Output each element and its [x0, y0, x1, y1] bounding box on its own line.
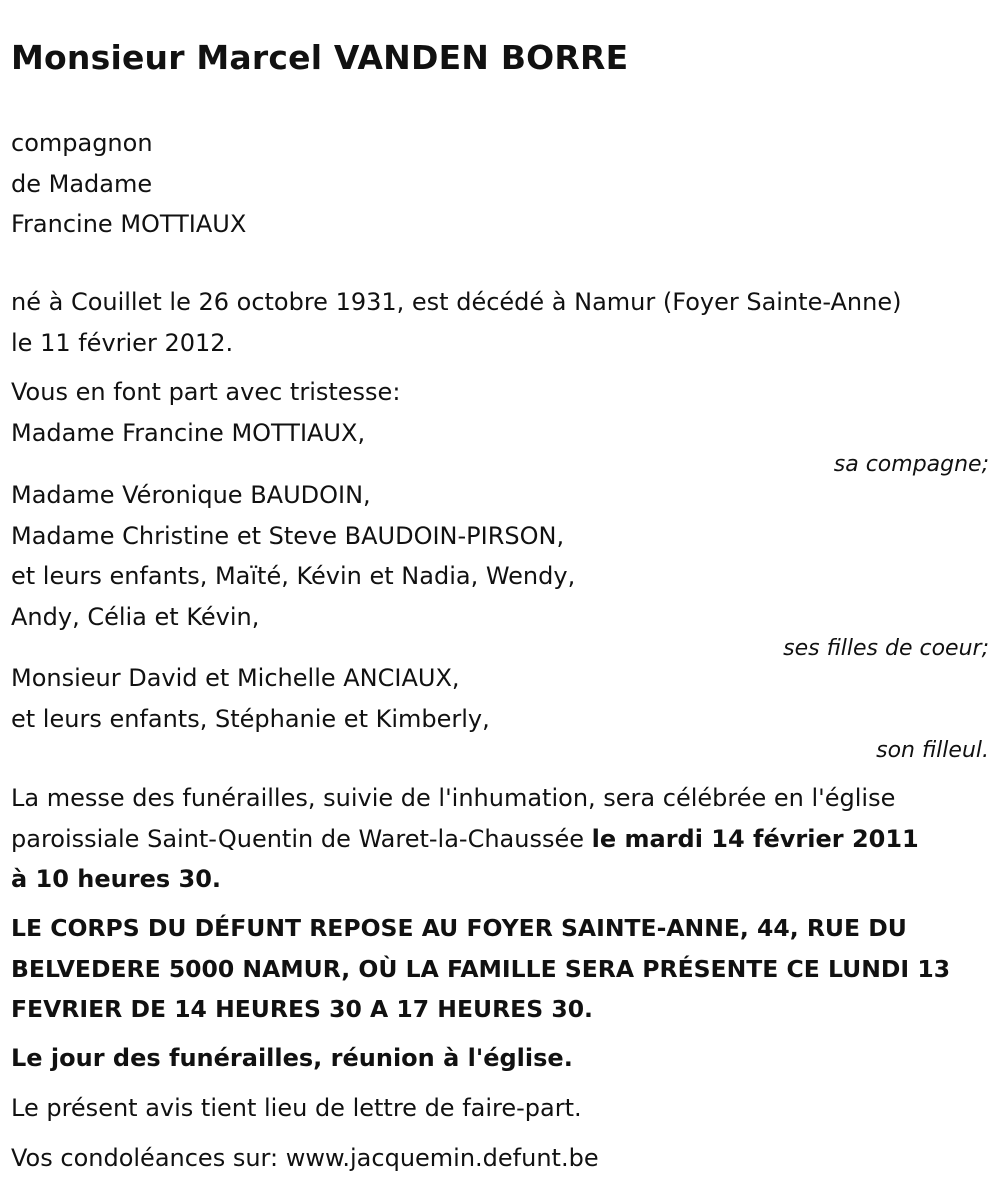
announce-intro: Vous en font part avec tristesse: — [11, 378, 401, 406]
family-line: Andy, Célia et Kévin, — [11, 602, 260, 631]
daughters-block — [11, 475, 989, 664]
companion-line-1: compagnon — [11, 129, 153, 157]
family-line: Monsieur David et Michelle ANCIAUX, — [11, 664, 460, 692]
birth-death-block — [11, 282, 989, 363]
family-line: Madame Véronique BAUDOIN, — [11, 481, 371, 509]
meeting-block — [11, 1038, 989, 1079]
notice-line: Le présent avis tient lieu de lettre de faire-part. — [11, 1094, 582, 1122]
rest-line-1: LE CORPS DU DÉFUNT REPOSE AU FOYER SAINTE-ANNE, 44, RUE DU — [11, 914, 907, 942]
rest-line-2: BELVEDERE 5000 NAMUR, OÙ LA FAMILLE SERA PRÉSENTE CE LUNDI 13 — [11, 954, 951, 983]
companion-line-3: Francine MOTTIAUX — [11, 210, 247, 238]
family-line: et leurs enfants, Stéphanie et Kimberly, — [11, 704, 490, 733]
condolences-line: Vos condoléances sur: www.jacquemin.defunt.be — [11, 1144, 599, 1172]
companion-block — [11, 123, 989, 245]
funeral-block — [11, 778, 989, 900]
announce-block — [11, 372, 989, 480]
funeral-line-1: La messe des funérailles, suivie de l'inhumation, sera célébrée en l'église — [11, 784, 896, 812]
family-role: son filleul. — [876, 738, 989, 763]
meeting-line: Le jour des funérailles, réunion à l'église. — [11, 1044, 573, 1072]
birth-death-line-1: né à Couillet le 26 octobre 1931, est décédé à Namur (Foyer Sainte-Anne) — [11, 288, 902, 316]
godson-block — [11, 658, 989, 766]
funeral-date: le mardi 14 février 2011 — [591, 824, 919, 853]
family-line: Madame Francine MOTTIAUX, — [11, 418, 366, 447]
funeral-time: à 10 heures 30. — [11, 865, 222, 893]
funeral-line-2 — [11, 819, 989, 860]
rest-line-3: FEVRIER DE 14 HEURES 30 A 17 HEURES 30. — [11, 995, 593, 1023]
family-line: Madame Christine et Steve BAUDOIN-PIRSON, — [11, 521, 565, 550]
notice-block — [11, 1088, 989, 1129]
family-role: sa compagne; — [833, 452, 989, 477]
condolences-block — [11, 1138, 989, 1179]
rest-block — [11, 908, 989, 1030]
birth-death-line-2: le 11 février 2012. — [11, 328, 234, 357]
family-role: ses filles de coeur; — [783, 636, 989, 661]
page-title: Monsieur Marcel VANDEN BORRE — [11, 38, 629, 77]
companion-line-2: de Madame — [11, 169, 153, 198]
family-line: et leurs enfants, Maïté, Kévin et Nadia, Wendy, — [11, 562, 576, 590]
funeral-place: paroissiale Saint-Quentin de Waret-la-Chaussée — [11, 824, 592, 853]
